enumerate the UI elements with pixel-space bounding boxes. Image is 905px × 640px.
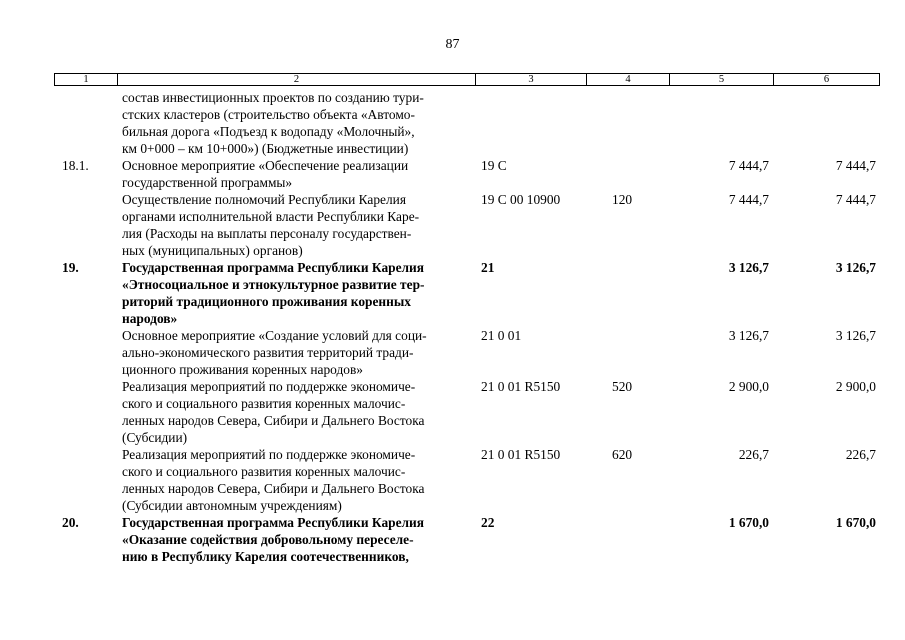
row-code: 21 0 01 bbox=[481, 328, 522, 343]
row-number: 18.1. bbox=[62, 158, 89, 173]
table-header-row bbox=[54, 73, 880, 86]
row-name-line: ленных народов Севера, Сибири и Дальнего Востока bbox=[122, 413, 425, 428]
row-name-line: Осуществление полномочий Республики Карелия bbox=[122, 192, 406, 207]
header-col-1: 1 bbox=[55, 74, 118, 85]
row-expense-type: 620 bbox=[612, 447, 633, 462]
row-name-line: органами исполнительной власти Республики Каре- bbox=[122, 209, 420, 224]
row-value-col6: 1 670,0 bbox=[835, 515, 876, 530]
row-name bbox=[122, 446, 472, 514]
row-value-col6: 226,7 bbox=[845, 447, 876, 462]
page-number: 87 bbox=[445, 37, 460, 52]
row-name-line: ных (муниципальных) органов) bbox=[122, 243, 303, 258]
row-name bbox=[122, 327, 472, 378]
row-name-line: ционного проживания коренных народов» bbox=[122, 362, 363, 377]
row-name-line: Основное мероприятие «Создание условий для соци- bbox=[122, 328, 427, 343]
row-name-line: Реализация мероприятий по поддержке экономиче- bbox=[122, 447, 416, 462]
row-value-col5: 3 126,7 bbox=[728, 260, 769, 275]
row-value-col6: 7 444,7 bbox=[835, 158, 876, 173]
row-name bbox=[122, 157, 472, 191]
row-value-col6: 7 444,7 bbox=[835, 192, 876, 207]
row-name-line: народов» bbox=[122, 311, 178, 326]
row-name-line: (Субсидии автономным учреждениям) bbox=[122, 498, 342, 513]
row-name-line: ского и социального развития коренных малочис- bbox=[122, 396, 406, 411]
row-number: 19. bbox=[62, 260, 79, 275]
row-value-col5: 7 444,7 bbox=[728, 192, 769, 207]
row-name-line: лия (Расходы на выплаты персоналу государствен- bbox=[122, 226, 412, 241]
row-name-line: бильная дорога «Подъезд к водопаду «Молочный», bbox=[122, 124, 415, 139]
row-name-line: км 0+000 – км 10+000») (Бюджетные инвестиции) bbox=[122, 141, 409, 156]
row-name-line: риторий традиционного проживания коренных bbox=[122, 294, 412, 309]
row-name-line: ленных народов Севера, Сибири и Дальнего Востока bbox=[122, 481, 425, 496]
row-name-line: государственной программы» bbox=[122, 175, 293, 190]
row-name-line: стских кластеров (строительство объекта «Автомо- bbox=[122, 107, 415, 122]
row-name bbox=[122, 89, 472, 157]
header-col-2: 2 bbox=[118, 74, 476, 85]
row-name-line: ально-экономического развития территорий тради- bbox=[122, 345, 414, 360]
row-name-line: Государственная программа Республики Карелия bbox=[122, 515, 425, 530]
row-name bbox=[122, 259, 472, 327]
row-name-line: Реализация мероприятий по поддержке экономиче- bbox=[122, 379, 416, 394]
header-col-4: 4 bbox=[587, 74, 670, 85]
row-value-col5: 226,7 bbox=[738, 447, 769, 462]
row-expense-type: 120 bbox=[612, 192, 633, 207]
row-value-col6: 3 126,7 bbox=[835, 260, 876, 275]
row-name-line: нию в Республику Карелия соотечественников, bbox=[122, 549, 409, 564]
row-code: 21 0 01 R5150 bbox=[481, 379, 561, 394]
row-expense-type: 520 bbox=[612, 379, 633, 394]
row-code: 22 bbox=[481, 515, 495, 530]
row-name-line: «Этносоциальное и этнокультурное развитие тер- bbox=[122, 277, 425, 292]
row-number: 20. bbox=[62, 515, 79, 530]
row-code: 19 С 00 10900 bbox=[481, 192, 561, 207]
row-name-line: состав инвестиционных проектов по созданию тури- bbox=[122, 90, 424, 105]
row-code: 21 bbox=[481, 260, 495, 275]
row-value-col5: 1 670,0 bbox=[728, 515, 769, 530]
row-value-col5: 3 126,7 bbox=[728, 328, 769, 343]
header-col-5: 5 bbox=[670, 74, 774, 85]
row-value-col6: 2 900,0 bbox=[835, 379, 876, 394]
row-name-line: Государственная программа Республики Карелия bbox=[122, 260, 425, 275]
header-col-3: 3 bbox=[476, 74, 587, 85]
row-value-col6: 3 126,7 bbox=[835, 328, 876, 343]
row-name bbox=[122, 378, 472, 446]
row-name-line: (Субсидии) bbox=[122, 430, 188, 445]
row-name-line: «Оказание содействия добровольному переселе- bbox=[122, 532, 414, 547]
row-name bbox=[122, 514, 472, 565]
row-name-line: Основное мероприятие «Обеспечение реализации bbox=[122, 158, 409, 173]
row-code: 19 С bbox=[481, 158, 507, 173]
row-value-col5: 2 900,0 bbox=[728, 379, 769, 394]
row-code: 21 0 01 R5150 bbox=[481, 447, 561, 462]
row-name-line: ского и социального развития коренных малочис- bbox=[122, 464, 406, 479]
row-name bbox=[122, 191, 472, 259]
row-value-col5: 7 444,7 bbox=[728, 158, 769, 173]
header-col-6: 6 bbox=[823, 74, 830, 85]
